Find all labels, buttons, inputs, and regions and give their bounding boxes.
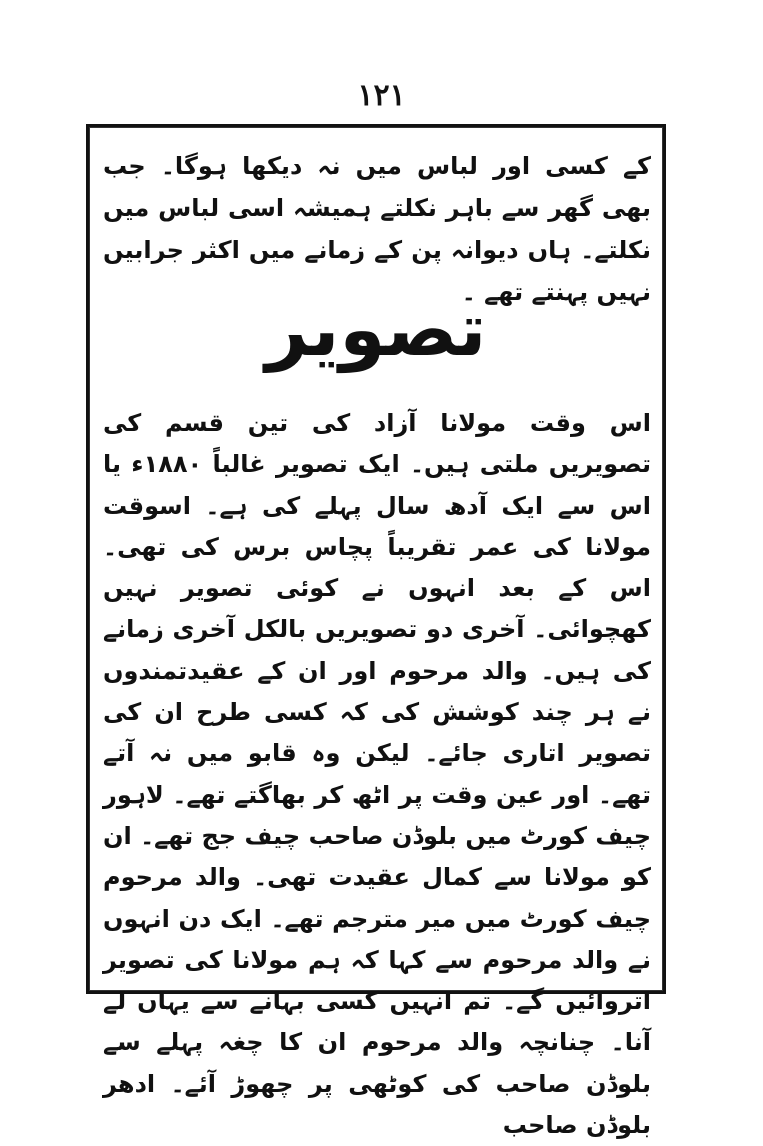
body-paragraph: اس وقت مولانا آزاد کی تین قسم کی تصویریں ملتی ہیں۔ ایک تصویر غالباً ۱۸۸۰ء یا اس سے ایک آدھ سال پہلے کی ہے۔ اسوقت مولانا کی عمر تقریباً پچاس برس کی تھی۔ اس کے بعد انہوں نے کوئی تصویر نہیں کھچوائی۔ آخری دو تصویریں بالکل آخری زمانے کی ہیں۔ والد مرحوم اور ان کے عقیدتمندوں نے ہر چند کوشش کی کہ کسی طرح ان کی تصویر اتاری جائے۔ لیکن وہ قابو میں نہ آتے تھے۔ اور عین وقت پر اٹھ کر بھاگتے تھے۔ لاہور چیف کورٹ میں بلوڈن صاحب چیف جج تھے۔ ان کو مولانا سے کمال عقیدت تھی۔ والد مرحوم چیف کورٹ میں میر مترجم تھے۔ ایک دن انہوں نے والد مرحوم سے کہا کہ ہم مولانا کی تصویر اتروائیں گے۔ تم انہیں کسی بہانے سے یہاں لے آنا۔ چنانچہ والد مرحوم ان کا چغہ پہلے سے بلوڈن صاحب کی کوٹھی پر چھوڑ آئے۔ ادھر بلوڈن صاحب bbox=[103, 409, 651, 1140]
section-heading: تصویر bbox=[265, 287, 487, 373]
intro-paragraph: کے کسی اور لباس میں نہ دیکھا ہوگا۔ جب بھی گھر سے باہر نکلتے ہمیشہ اسی لباس میں نکلتے۔ ہاں دیوانہ پن کے زمانے میں اکثر جرابیں نہیں پہنتے تھے ۔ bbox=[103, 152, 651, 306]
page-number: ۱۲۱ bbox=[357, 78, 406, 113]
text-frame bbox=[86, 124, 666, 1140]
